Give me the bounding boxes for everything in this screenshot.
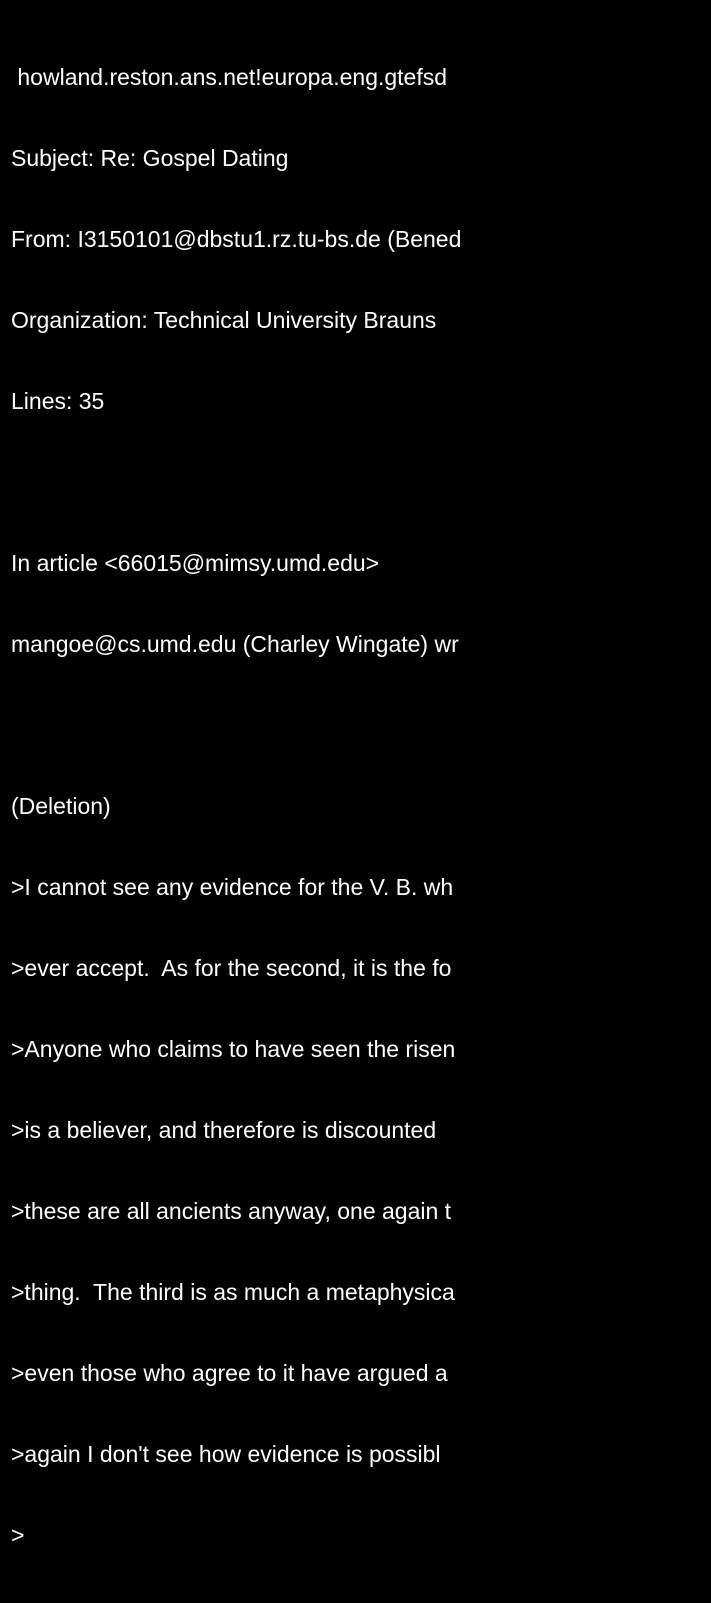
lines-header-line: Lines: 35 [11,388,105,414]
blank-line [11,712,711,739]
subject-header-line: Subject: Re: Gospel Dating [11,145,289,171]
quoted-line: >again I don't see how evidence is possibl [11,1441,441,1467]
quoted-line: > [11,1522,25,1548]
from-header-line: From: I3150101@dbstu1.rz.tu-bs.de (Bened [11,226,462,252]
quoted-line: >is a believer, and therefore is discounted [11,1117,437,1143]
quoted-line: >these are all ancients anyway, one again t [11,1198,452,1224]
quoted-line: >thing. The third is as much a metaphysica [11,1279,455,1305]
deletion-note-line: (Deletion) [11,793,111,819]
attribution-author-line: mangoe@cs.umd.edu (Charley Wingate) wr [11,631,459,657]
quoted-line: >Anyone who claims to have seen the risen [11,1036,456,1062]
quoted-line: >I cannot see any evidence for the V. B. wh [11,874,454,900]
path-header-line: howland.reston.ans.net!europa.eng.gtefsd [11,64,448,90]
organization-header-line: Organization: Technical University Brauns [11,307,437,333]
quoted-line: >ever accept. As for the second, it is the fo [11,955,452,981]
quoted-line: >even those who agree to it have argued a [11,1360,448,1386]
attribution-line: In article <66015@mimsy.umd.edu> [11,550,380,576]
usenet-article [11,10,711,1603]
blank-line [11,469,711,496]
